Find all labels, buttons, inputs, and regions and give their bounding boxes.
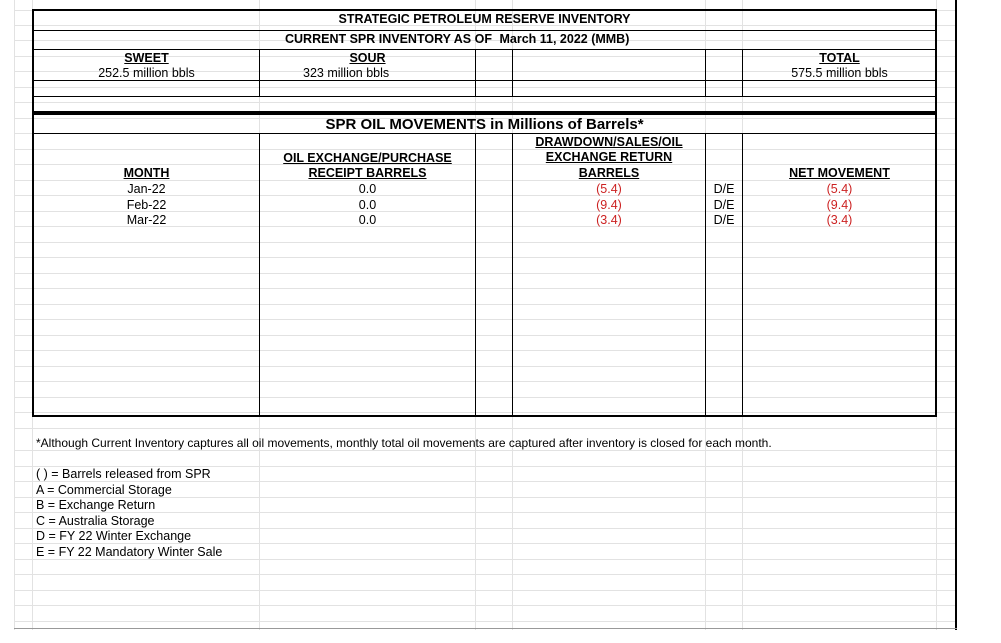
total-value: 575.5 million bbls bbox=[791, 66, 888, 80]
row-code: D/E bbox=[713, 198, 735, 212]
row-month: Jan-22 bbox=[127, 182, 166, 196]
row-receipt: 0.0 bbox=[358, 213, 377, 227]
row-receipt: 0.0 bbox=[358, 182, 377, 196]
sheet-bottom-edge bbox=[14, 628, 957, 629]
col-net-movement: NET MOVEMENT bbox=[789, 166, 890, 180]
sour-value: 323 million bbls bbox=[303, 66, 390, 80]
legend-item: A = Commercial Storage bbox=[36, 483, 172, 497]
row-net: (5.4) bbox=[826, 182, 853, 196]
sweet-value: 252.5 million bbls bbox=[98, 66, 195, 80]
row-net: (9.4) bbox=[826, 198, 853, 212]
col-exchange-line2: RECEIPT BARRELS bbox=[308, 166, 427, 180]
col-exchange-line1: OIL EXCHANGE/PURCHASE bbox=[283, 151, 452, 165]
row-net: (3.4) bbox=[826, 213, 853, 227]
total-label: TOTAL bbox=[819, 51, 860, 65]
row-receipt: 0.0 bbox=[358, 198, 377, 212]
as-of-label: CURRENT SPR INVENTORY AS OF bbox=[285, 32, 492, 46]
sweet-label: SWEET bbox=[124, 51, 169, 65]
legend-item: D = FY 22 Winter Exchange bbox=[36, 529, 192, 543]
report-title: STRATEGIC PETROLEUM RESERVE INVENTORY bbox=[338, 12, 631, 26]
row-month: Feb-22 bbox=[126, 198, 167, 212]
sour-label: SOUR bbox=[349, 51, 386, 65]
col-month: MONTH bbox=[123, 166, 170, 180]
row-code: D/E bbox=[713, 182, 735, 196]
legend-item: ( ) = Barrels released from SPR bbox=[36, 467, 211, 481]
row-code: D/E bbox=[713, 213, 735, 227]
row-month: Mar-22 bbox=[126, 213, 167, 227]
row-drawdown: (3.4) bbox=[596, 213, 622, 227]
as-of-date: March 11, 2022 (MMB) bbox=[499, 32, 630, 46]
sheet-right-edge bbox=[955, 0, 957, 630]
movements-table-box bbox=[32, 113, 937, 417]
legend-item: B = Exchange Return bbox=[36, 498, 156, 512]
movements-title: SPR OIL MOVEMENTS in Millions of Barrels* bbox=[325, 116, 644, 133]
footnote: *Although Current Inventory captures all oil movements, monthly total oil movements are captured after inventory is closed for each month. bbox=[36, 436, 772, 450]
row-drawdown: (5.4) bbox=[596, 182, 622, 196]
col-drawdown-line3: BARRELS bbox=[578, 166, 640, 180]
inventory-as-of bbox=[285, 32, 629, 47]
col-drawdown-line1: DRAWDOWN/SALES/OIL bbox=[535, 135, 683, 149]
row-drawdown: (9.4) bbox=[596, 198, 622, 212]
col-drawdown-line2: EXCHANGE RETURN bbox=[545, 150, 673, 164]
legend-item: E = FY 22 Mandatory Winter Sale bbox=[36, 545, 223, 559]
legend-item: C = Australia Storage bbox=[36, 514, 155, 528]
